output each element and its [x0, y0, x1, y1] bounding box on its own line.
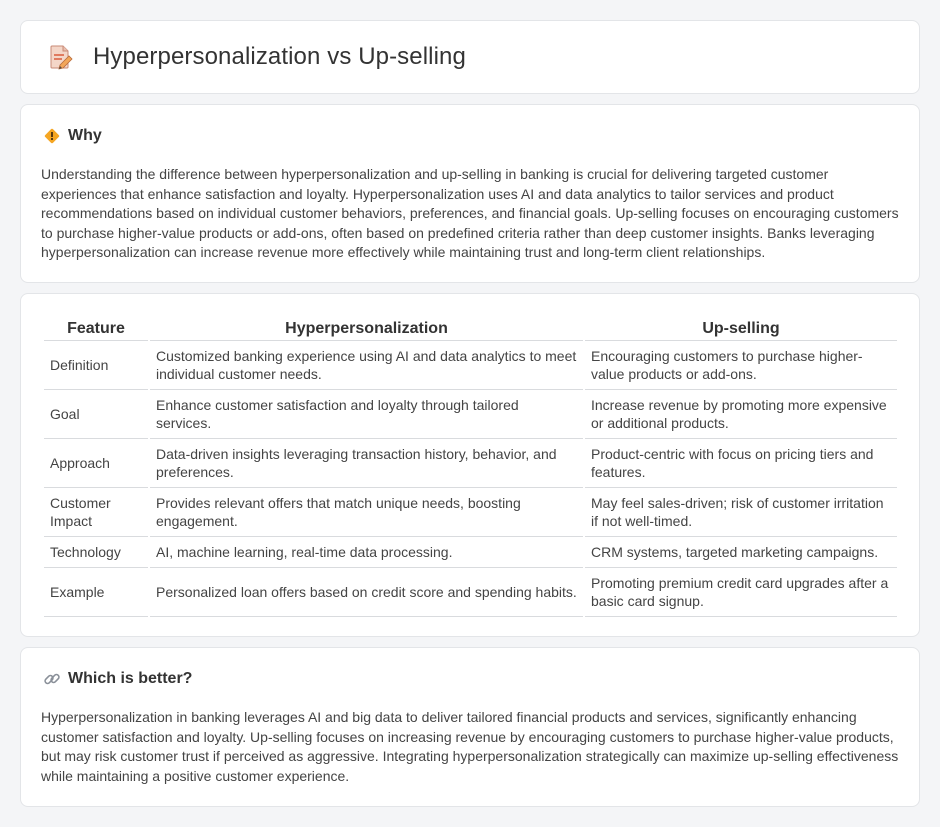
- hyperpersonalization-cell: Enhance customer satisfaction and loyalty through tailored services.: [150, 390, 583, 439]
- up-selling-cell: Promoting premium credit card upgrades after a basic card signup.: [585, 568, 897, 617]
- table-row: [44, 568, 897, 617]
- which-is-better-heading: Which is better?: [68, 670, 193, 687]
- feature-cell: Definition: [44, 341, 148, 390]
- hyperpersonalization-cell: Provides relevant offers that match unique needs, boosting engagement.: [150, 488, 583, 537]
- why-section: [20, 104, 920, 283]
- why-text: Understanding the difference between hyperpersonalization and up-selling in banking is crucial for delivering targeted customer experiences that enhance satisfaction and loyalty. Hyperpersonalization uses AI and data analytics to tailor services and product recommendations based on individual customer behaviors, preferences, and financial goals. Up-selling focuses on encouraging customers to purchase higher-value products or add-ons, often based on predefined criteria rather than deep customer insights. Banks leveraging hyperpersonalization can increase revenue more effectively while maintaining trust and long-term client relationships.: [41, 166, 899, 261]
- link-icon: [43, 670, 61, 688]
- hyperpersonalization-cell: Data-driven insights leveraging transaction history, behavior, and preferences.: [150, 439, 583, 488]
- which-is-better-text: Hyperpersonalization in banking leverages AI and big data to deliver tailored financial products and services, significantly enhancing customer satisfaction and loyalty. Up-selling focuses on increasing revenue by encouraging customers to purchase higher-value products, but may risk customer trust if perceived as aggressive. Integrating hyperpersonalization strategically can maximize up-selling effectiveness while maintaining a positive customer experience.: [41, 709, 899, 784]
- up-selling-cell: Encouraging customers to purchase higher-value products or add-ons.: [585, 341, 897, 390]
- header-up-selling: Up-selling: [585, 314, 897, 341]
- hyperpersonalization-cell: AI, machine learning, real-time data processing.: [150, 537, 583, 568]
- up-selling-cell: Product-centric with focus on pricing tiers and features.: [585, 439, 897, 488]
- diamond-sign-icon: [43, 127, 61, 145]
- hyperpersonalization-cell: Customized banking experience using AI and data analytics to meet individual customer needs.: [150, 341, 583, 390]
- feature-cell: Technology: [44, 537, 148, 568]
- hyperpersonalization-cell: Personalized loan offers based on credit score and spending habits.: [150, 568, 583, 617]
- table-row: [44, 341, 897, 390]
- comparison-table: [42, 314, 899, 617]
- up-selling-cell: May feel sales-driven; risk of customer irritation if not well-timed.: [585, 488, 897, 537]
- title-card: [20, 20, 920, 94]
- table-row: [44, 488, 897, 537]
- feature-cell: Approach: [44, 439, 148, 488]
- feature-cell: Goal: [44, 390, 148, 439]
- feature-cell: Example: [44, 568, 148, 617]
- table-row: [44, 537, 897, 568]
- which-is-better-section: [20, 647, 920, 807]
- up-selling-cell: Increase revenue by promoting more expensive or additional products.: [585, 390, 897, 439]
- comparison-table-card: [20, 293, 920, 637]
- table-row: [44, 390, 897, 439]
- feature-cell: Customer Impact: [44, 488, 148, 537]
- why-heading: Why: [68, 127, 102, 144]
- header-hyperpersonalization: Hyperpersonalization: [150, 314, 583, 341]
- page-title: Hyperpersonalization vs Up-selling: [93, 43, 466, 70]
- table-row: [44, 439, 897, 488]
- document-edit-icon: [47, 43, 73, 71]
- header-feature: Feature: [44, 314, 148, 341]
- table-header-row: [44, 314, 897, 341]
- up-selling-cell: CRM systems, targeted marketing campaigns.: [585, 537, 897, 568]
